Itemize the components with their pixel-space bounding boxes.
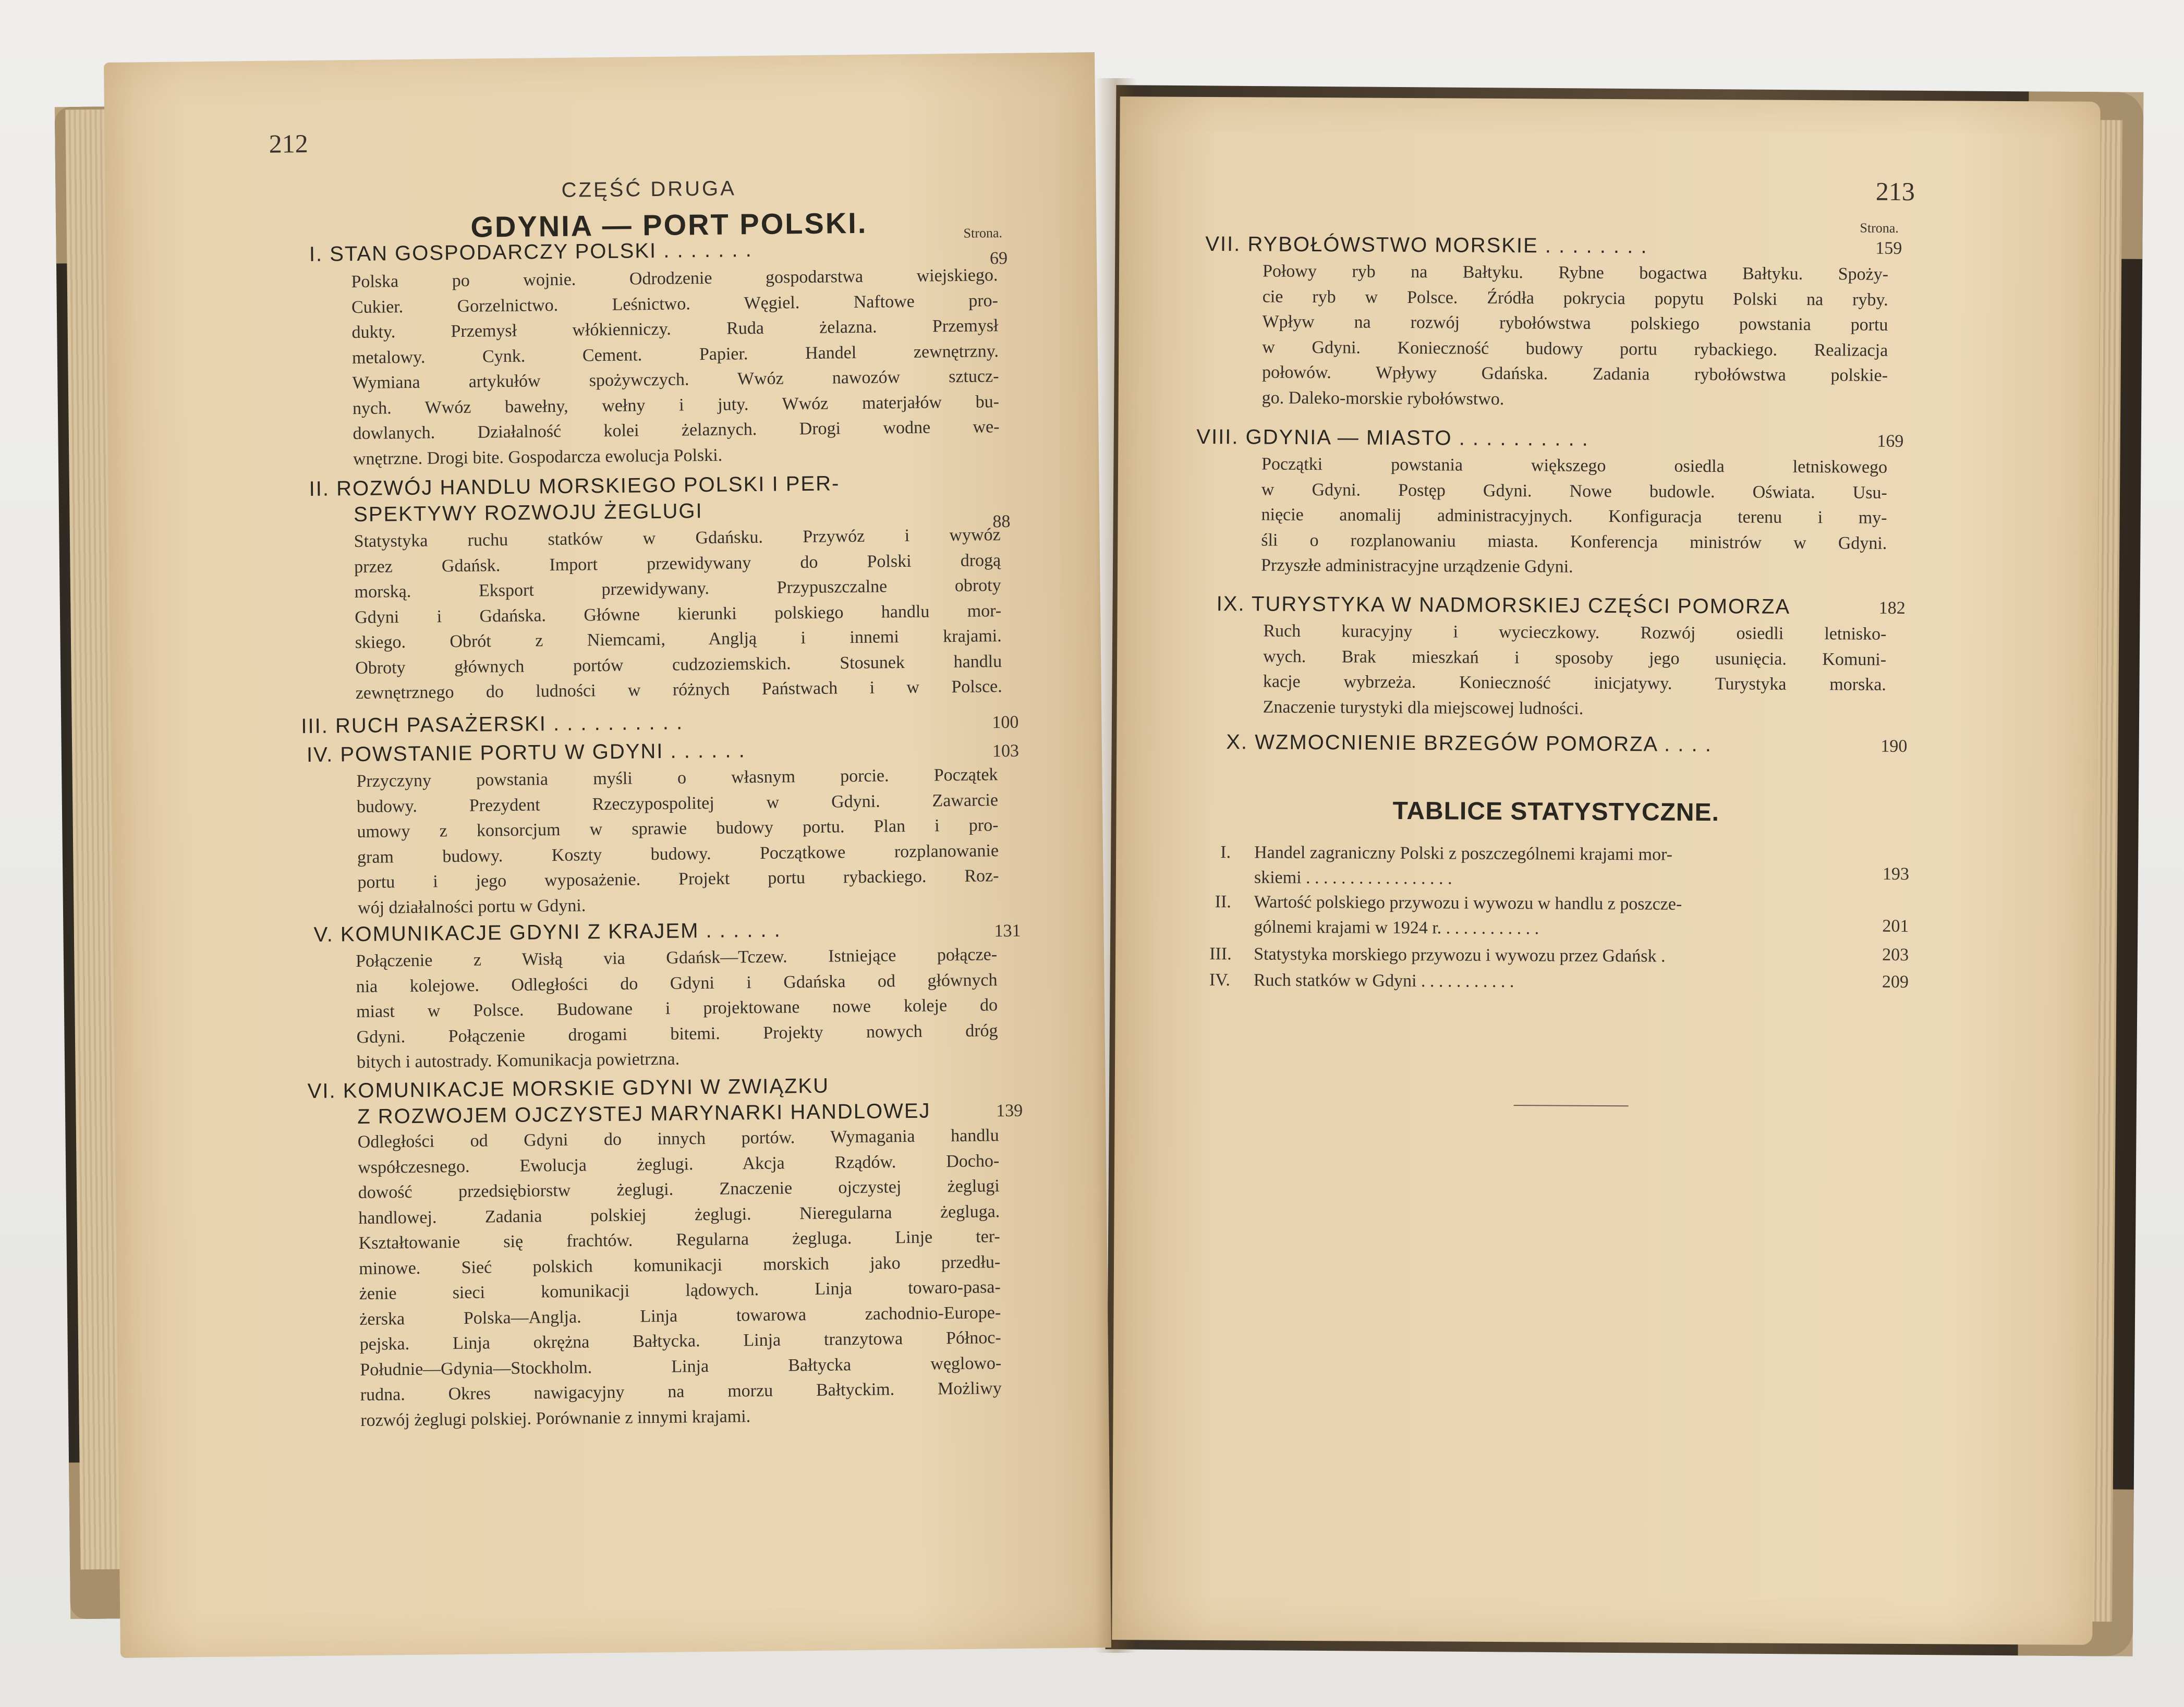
- chapter-roman: X.: [1226, 730, 1248, 754]
- chapter-VIII-page: 169: [1877, 431, 1904, 451]
- summary-line: żenie sieci komunikacji lądowych. Linja towaro-pasa-: [359, 1277, 1001, 1304]
- chapter-roman: VIII.: [1196, 425, 1239, 449]
- chapter-VI-title-line2: Z ROZWOJEM OJCZYSTEJ MARYNARKI HANDLOWEJ: [357, 1099, 931, 1129]
- summary-line: Połowy ryb na Bałtyku. Rybne bogactwa Bałtyku. Spoży-: [1262, 261, 1889, 284]
- table-II-line2: gólnemi krajami w 1924 r. . . . . . . . . . . .: [1254, 917, 1539, 938]
- chapter-IX-title: [1217, 592, 1791, 619]
- summary-line: budowy. Prezydent Rzeczypospolitej w Gdyni. Zawarcie: [356, 790, 999, 816]
- chapter-V-summary: [356, 942, 998, 1075]
- chapter-V-page: 131: [994, 921, 1021, 941]
- chapter-III-title: [301, 711, 683, 738]
- tables-heading: TABLICE STATYSTYCZNE.: [1392, 797, 1720, 827]
- summary-line: żerska Polska—Anglja. Linja towarowa zachodnio-Europe-: [359, 1302, 1001, 1329]
- summary-line: go. Daleko-morskie rybołówstwo.: [1261, 388, 1504, 409]
- chapter-VI-title: [307, 1075, 829, 1103]
- chapter-roman: IX.: [1216, 592, 1245, 616]
- chapter-title-text: RUCH PASAŻERSKI . . . . . . . . . .: [335, 711, 684, 738]
- summary-line: bitych i autostrady. Komunikacja powietrzna.: [356, 1049, 680, 1072]
- summary-line: gram budowy. Koszty budowy. Początkowe rozplanowanie: [357, 840, 999, 867]
- chapter-VI-summary: [357, 1123, 1002, 1433]
- chapter-X-page: 190: [1880, 736, 1908, 757]
- table-I-line2: skiemi . . . . . . . . . . . . . . . . .: [1254, 868, 1452, 888]
- table-II-page: 201: [1882, 916, 1909, 936]
- table-I-page: 193: [1882, 864, 1910, 884]
- summary-line: Obroty głównych portów cudzoziemskich. Stosunek handlu: [355, 651, 1002, 678]
- summary-line: dowlanych. Działalność kolei żelaznych. Drogi wodne we-: [353, 417, 1000, 444]
- chapter-IV-summary: [356, 762, 999, 921]
- summary-line: kacje wybrzeża. Konieczność inicjatywy. Turystyka morska.: [1263, 672, 1886, 694]
- summary-line: minowe. Sieć polskich komunikacji morskich jako przedłu-: [359, 1252, 1001, 1278]
- summary-line: w Gdyni. Postęp Gdyni. Nowe budowle. Oświata. Usu-: [1261, 480, 1887, 503]
- chapter-V-title: [313, 919, 781, 947]
- summary-line: Kształtowanie się frachtów. Regularna żegluga. Linje ter-: [358, 1227, 1000, 1253]
- table-IV-roman: IV.: [1209, 970, 1230, 990]
- summary-line: Ruch kuracyjny i wycieczkowy. Rozwój osiedli letnisko-: [1263, 621, 1887, 644]
- summary-line: śli o rozplanowaniu miasta. Konferencja ministrów w Gdyni.: [1261, 530, 1887, 553]
- chapter-I-summary: [351, 263, 1000, 472]
- summary-line: Znaczenie turystyki dla miejscowej ludności.: [1263, 697, 1584, 718]
- chapter-title-text: POWSTANIE PORTU W GDYNI . . . . . .: [340, 739, 746, 766]
- summary-line: przez Gdańsk. Import przewidywany do Polski drogą: [354, 550, 1001, 577]
- table-I-roman: I.: [1220, 843, 1231, 862]
- page-number-right: 213: [1875, 176, 1915, 206]
- table-III-page: 203: [1882, 945, 1909, 965]
- summary-line: Odległości od Gdyni do innych portów. Wymagania handlu: [357, 1126, 999, 1152]
- chapter-roman: II.: [309, 477, 330, 501]
- chapter-roman: VII.: [1205, 232, 1241, 256]
- chapter-VI-page: 139: [996, 1101, 1023, 1121]
- chapter-VIII-title: [1196, 425, 1589, 451]
- summary-line: Początki powstania większego osiedla letniskowego: [1261, 454, 1888, 477]
- table-I-line1: Handel zagraniczny Polski z poszczególnemi krajami mor-: [1254, 843, 1673, 864]
- summary-line: współczesnego. Ewolucja żeglugi. Akcja Rządów. Docho-: [358, 1151, 1000, 1177]
- chapter-IV-title: [307, 739, 746, 767]
- table-III-line1: Statystyka morskiego przywozu i wywozu przez Gdańsk .: [1254, 944, 1666, 966]
- chapter-VIII-summary: [1261, 452, 1887, 582]
- part-title: GDYNIA — PORT POLSKI.: [470, 206, 868, 243]
- summary-line: połowów. Wpływy Gdańska. Zadania rybołówstwa polskie-: [1261, 362, 1888, 385]
- summary-line: umowy z konsorcjum w sprawie budowy portu. Plan i pro-: [357, 815, 999, 842]
- left-page: [104, 52, 1111, 1658]
- summary-line: zewnętrznego do ludności w różnych Państwach i w Polsce.: [355, 677, 1002, 703]
- part-label: CZĘŚĆ DRUGA: [561, 177, 736, 202]
- strona-label-right: Strona.: [1860, 220, 1899, 236]
- chapter-title-text: STAN GOSPODARCZY POLSKI . . . . . . .: [330, 238, 753, 266]
- summary-line: morską. Eksport przewidywany. Przypuszczalne obroty: [354, 576, 1001, 602]
- summary-line: rudna. Okres nawigacyjny na morzu Bałtyckim. Możliwy: [360, 1379, 1002, 1405]
- summary-line: nych. Wwóz bawełny, wełny i juty. Wwóz materjałów bu-: [352, 392, 1000, 418]
- summary-line: wnętrzne. Drogi bite. Gospodarcza ewolucja Polski.: [353, 445, 723, 469]
- table-IV-page: 209: [1882, 972, 1909, 992]
- summary-line: dukty. Przemysł włókienniczy. Ruda żelazna. Przemysł: [351, 316, 999, 343]
- table-III-roman: III.: [1209, 944, 1232, 964]
- summary-line: dowość przedsiębiorstw żeglugi. Znaczenie ojczystej żeglugi: [358, 1176, 1000, 1203]
- chapter-VII-summary: [1262, 259, 1889, 414]
- chapter-title-text: WZMOCNIENIE BRZEGÓW POMORZA . . . .: [1255, 730, 1712, 757]
- summary-line: Statystyka ruchu statków w Gdańsku. Przywóz i wywóz: [354, 525, 1001, 552]
- summary-line: w Gdyni. Konieczność budowy portu rybackiego. Realizacja: [1262, 337, 1888, 360]
- chapter-II-title: [309, 472, 840, 501]
- page-number-left: 212: [269, 128, 308, 158]
- chapter-IX-page: 182: [1878, 598, 1906, 618]
- summary-line: pejska. Linja okrężna Bałtycka. Linja tranzytowa Północ-: [359, 1328, 1001, 1355]
- chapter-title-text: KOMUNIKACJE MORSKIE GDYNI W ZWIĄZKU: [343, 1074, 830, 1103]
- summary-line: Cukier. Gorzelnictwo. Leśnictwo. Węgiel. Naftowe pro-: [351, 290, 999, 317]
- chapter-IV-page: 103: [992, 741, 1020, 761]
- summary-line: handlowej. Zadania polskiej żeglugi. Nieregularna żegluga.: [358, 1201, 1000, 1228]
- chapter-I-title: [309, 238, 753, 266]
- chapter-roman: V.: [313, 923, 334, 946]
- summary-line: Wymiana artykułów spożywczych. Wwóz nawozów sztucz-: [352, 367, 999, 393]
- chapter-roman: III.: [301, 714, 329, 738]
- summary-line: Południe—Gdynia—Stockholm. Linja Bałtycka węglowo-: [360, 1353, 1002, 1380]
- chapter-I-page: 69: [989, 248, 1008, 269]
- strona-label-left: Strona.: [963, 225, 1003, 241]
- summary-line: Gdyni i Gdańska. Główne kierunki polskiego handlu mor-: [355, 601, 1002, 627]
- closing-rule: [1514, 1105, 1629, 1106]
- summary-line: Przyszłe administracyjne urządzenie Gdyni.: [1260, 555, 1573, 577]
- summary-line: cie ryb w Polsce. Źródła pokrycia popytu Polski na ryby.: [1262, 287, 1888, 310]
- summary-line: nięcie anomalij administracyjnych. Konfiguracja terenu i my-: [1261, 505, 1887, 528]
- summary-line: Gdyni. Połączenie drogami bitemi. Projekty nowych dróg: [356, 1020, 998, 1047]
- chapter-title-text: GDYNIA — MIASTO . . . . . . . . . .: [1245, 425, 1589, 450]
- chapter-X-title: [1226, 730, 1712, 757]
- chapter-title-text: ROZWÓJ HANDLU MORSKIEGO POLSKI I PER-: [336, 472, 840, 501]
- chapter-roman: IV.: [306, 743, 334, 767]
- chapter-II-title-line2: SPEKTYWY ROZWOJU ŻEGLUGI: [353, 499, 703, 527]
- chapter-II-page: 88: [992, 511, 1011, 532]
- summary-line: miast w Polsce. Budowane i projektowane nowe koleje do: [356, 995, 998, 1022]
- chapter-III-page: 100: [992, 712, 1019, 733]
- chapter-roman: VI.: [307, 1079, 336, 1103]
- summary-line: rozwój żeglugi polskiej. Porównanie z innymi krajami.: [360, 1406, 751, 1430]
- right-page: [1112, 96, 2100, 1645]
- summary-line: Polska po wojnie. Odrodzenie gospodarstwa wiejskiego.: [351, 265, 998, 292]
- chapter-VII-title: [1205, 233, 1648, 258]
- chapter-II-summary: [354, 522, 1002, 706]
- summary-line: skiego. Obrót z Niemcami, Anglją i innemi krajami.: [355, 626, 1002, 653]
- summary-line: Połączenie z Wisłą via Gdańsk—Tczew. Istniejące połącze-: [355, 945, 998, 971]
- summary-line: metalowy. Cynk. Cement. Papier. Handel zewnętrzny.: [351, 341, 999, 368]
- table-IV-line1: Ruch statków w Gdyni . . . . . . . . . . .: [1253, 970, 1514, 992]
- summary-line: portu i jego wyposażenie. Projekt portu rybackiego. Roz-: [357, 866, 999, 893]
- summary-line: Wpływ na rozwój rybołówstwa polskiego powstania portu: [1262, 312, 1888, 335]
- summary-line: wój działalności portu w Gdyni.: [357, 895, 586, 918]
- chapter-IX-summary: [1263, 619, 1887, 723]
- chapter-title-text: TURYSTYKA W NADMORSKIEJ CZĘŚCI POMORZA: [1251, 592, 1791, 618]
- summary-line: nia kolejowe. Odległości do Gdyni i Gdańska od głównych: [356, 970, 998, 996]
- chapter-title-text: KOMUNIKACJE GDYNI Z KRAJEM . . . . . .: [340, 918, 781, 946]
- chapter-title-text: RYBOŁÓWSTWO MORSKIE . . . . . . . .: [1247, 233, 1648, 258]
- summary-line: wych. Brak mieszkań i sposoby jego usunięcia. Komuni-: [1263, 647, 1887, 669]
- summary-line: Przyczyny powstania myśli o własnym porcie. Początek: [356, 765, 998, 791]
- table-II-line1: Wartość polskiego przywozu i wywozu w handlu z poszcze-: [1254, 892, 1682, 914]
- table-II-roman: II.: [1215, 892, 1231, 912]
- chapter-roman: I.: [309, 242, 323, 266]
- chapter-VII-page: 159: [1875, 238, 1902, 258]
